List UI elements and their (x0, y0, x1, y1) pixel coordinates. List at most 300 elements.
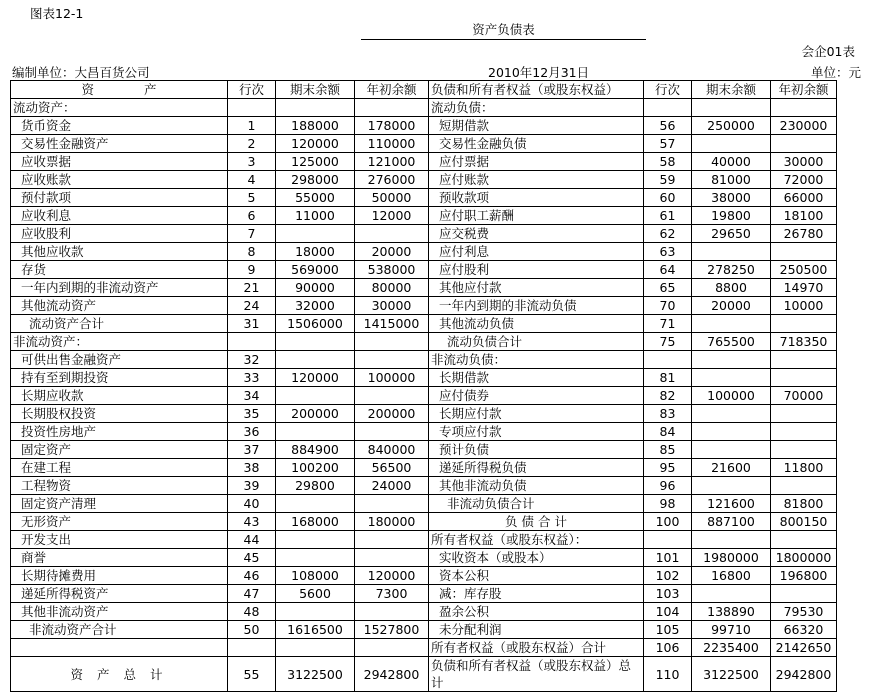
liability-beginning-balance: 14970 (771, 279, 837, 297)
total-liabilities-equity-beginning: 2942800 (771, 657, 837, 692)
liability-line-no: 65 (644, 279, 692, 297)
liability-ending-balance (692, 477, 771, 495)
liability-ending-balance (692, 369, 771, 387)
table-row (11, 171, 837, 189)
asset-beginning-balance: 50000 (355, 189, 429, 207)
asset-line-no: 8 (228, 243, 276, 261)
asset-item: 应收股利 (11, 225, 228, 243)
liability-line-no: 82 (644, 387, 692, 405)
total-liabilities-equity-label: 负债和所有者权益（或股东权益）总计 (429, 657, 644, 692)
liability-item: 非流动负债合计 (429, 495, 644, 513)
liability-item: 交易性金融负债 (429, 135, 644, 153)
asset-line-no: 5 (228, 189, 276, 207)
liability-item: 应交税费 (429, 225, 644, 243)
asset-ending-balance: 29800 (276, 477, 355, 495)
table-body (11, 81, 837, 692)
asset-beginning-balance: 1527800 (355, 621, 429, 639)
liability-item: 应付票据 (429, 153, 644, 171)
asset-item: 长期应收款 (11, 387, 228, 405)
header-assets: 资 产 (11, 81, 228, 99)
liability-item: 短期借款 (429, 117, 644, 135)
liability-line-no: 96 (644, 477, 692, 495)
asset-item: 投资性房地产 (11, 423, 228, 441)
liability-item: 流动负债： (429, 99, 644, 117)
liability-beginning-balance (771, 315, 837, 333)
asset-line-no: 36 (228, 423, 276, 441)
asset-ending-balance (276, 351, 355, 369)
liability-line-no: 75 (644, 333, 692, 351)
liability-item: 应付利息 (429, 243, 644, 261)
form-number: 会企01表 (801, 44, 855, 59)
asset-beginning-balance: 30000 (355, 297, 429, 315)
table-row (11, 639, 837, 657)
table-row (11, 99, 837, 117)
asset-beginning-balance: 7300 (355, 585, 429, 603)
header-ending-balance: 期末余额 (276, 81, 355, 99)
asset-ending-balance: 5600 (276, 585, 355, 603)
table-row (11, 279, 837, 297)
liability-beginning-balance: 250500 (771, 261, 837, 279)
table-row (11, 117, 837, 135)
asset-item: 非流动资产： (11, 333, 228, 351)
asset-ending-balance: 168000 (276, 513, 355, 531)
asset-item: 应收票据 (11, 153, 228, 171)
header-beginning-balance: 年初余额 (355, 81, 429, 99)
asset-line-no: 31 (228, 315, 276, 333)
liability-line-no: 62 (644, 225, 692, 243)
liability-item: 应付债券 (429, 387, 644, 405)
asset-beginning-balance: 12000 (355, 207, 429, 225)
asset-line-no: 34 (228, 387, 276, 405)
liability-item: 盈余公积 (429, 603, 644, 621)
table-row (11, 441, 837, 459)
table-row (11, 225, 837, 243)
liability-line-no: 84 (644, 423, 692, 441)
asset-beginning-balance: 840000 (355, 441, 429, 459)
liability-item: 资本公积 (429, 567, 644, 585)
liability-line-no: 95 (644, 459, 692, 477)
asset-beginning-balance: 121000 (355, 153, 429, 171)
asset-beginning-balance (355, 495, 429, 513)
liability-ending-balance: 21600 (692, 459, 771, 477)
asset-line-no: 2 (228, 135, 276, 153)
asset-beginning-balance (355, 99, 429, 117)
liability-line-no (644, 351, 692, 369)
liability-ending-balance: 20000 (692, 297, 771, 315)
asset-beginning-balance (355, 333, 429, 351)
header-ending-balance: 期末余额 (692, 81, 771, 99)
liability-item: 非流动负债： (429, 351, 644, 369)
liability-beginning-balance (771, 99, 837, 117)
asset-line-no: 3 (228, 153, 276, 171)
liability-beginning-balance: 66320 (771, 621, 837, 639)
liability-line-no: 103 (644, 585, 692, 603)
liability-line-no: 70 (644, 297, 692, 315)
liability-beginning-balance (771, 585, 837, 603)
asset-ending-balance (276, 603, 355, 621)
liability-item: 所有者权益（或股东权益）合计 (429, 639, 644, 657)
liability-beginning-balance: 800150 (771, 513, 837, 531)
liability-ending-balance: 40000 (692, 153, 771, 171)
table-row (11, 405, 837, 423)
asset-item: 递延所得税资产 (11, 585, 228, 603)
liability-ending-balance: 887100 (692, 513, 771, 531)
grand-total-row (11, 657, 837, 692)
report-date: 2010年12月31日 (488, 65, 590, 80)
liability-ending-balance: 16800 (692, 567, 771, 585)
table-row (11, 351, 837, 369)
asset-line-no: 35 (228, 405, 276, 423)
liability-item: 负 债 合 计 (429, 513, 644, 531)
table-row (11, 207, 837, 225)
asset-line-no (228, 639, 276, 657)
table-row (11, 423, 837, 441)
asset-line-no: 1 (228, 117, 276, 135)
asset-item: 可供出售金融资产 (11, 351, 228, 369)
balance-sheet-table (10, 80, 837, 692)
figure-label: 图表12-1 (30, 6, 84, 21)
asset-ending-balance: 100200 (276, 459, 355, 477)
asset-item: 无形资产 (11, 513, 228, 531)
asset-ending-balance: 125000 (276, 153, 355, 171)
asset-item: 固定资产清理 (11, 495, 228, 513)
table-row (11, 513, 837, 531)
liability-item: 其他非流动负债 (429, 477, 644, 495)
asset-line-no: 44 (228, 531, 276, 549)
asset-item: 长期股权投资 (11, 405, 228, 423)
liability-item: 专项应付款 (429, 423, 644, 441)
liability-ending-balance: 138890 (692, 603, 771, 621)
liability-beginning-balance: 30000 (771, 153, 837, 171)
asset-ending-balance: 32000 (276, 297, 355, 315)
liability-beginning-balance (771, 423, 837, 441)
liability-line-no: 105 (644, 621, 692, 639)
asset-line-no: 9 (228, 261, 276, 279)
asset-beginning-balance (355, 423, 429, 441)
table-row (11, 459, 837, 477)
asset-item: 一年内到期的非流动资产 (11, 279, 228, 297)
liability-ending-balance: 29650 (692, 225, 771, 243)
liability-item: 预收款项 (429, 189, 644, 207)
header-liabilities-equity: 负债和所有者权益（或股东权益） (429, 81, 644, 99)
asset-ending-balance: 298000 (276, 171, 355, 189)
header-line-no: 行次 (228, 81, 276, 99)
liability-line-no: 81 (644, 369, 692, 387)
liability-line-no: 106 (644, 639, 692, 657)
liability-item: 流动负债合计 (429, 333, 644, 351)
asset-line-no (228, 99, 276, 117)
liability-beginning-balance: 79530 (771, 603, 837, 621)
asset-beginning-balance: 120000 (355, 567, 429, 585)
liability-ending-balance (692, 243, 771, 261)
table-row (11, 495, 837, 513)
liability-line-no: 100 (644, 513, 692, 531)
asset-beginning-balance: 24000 (355, 477, 429, 495)
total-liabilities-equity-line-no: 110 (644, 657, 692, 692)
asset-item: 固定资产 (11, 441, 228, 459)
liability-beginning-balance: 10000 (771, 297, 837, 315)
liability-item: 一年内到期的非流动负债 (429, 297, 644, 315)
asset-line-no: 47 (228, 585, 276, 603)
asset-item: 交易性金融资产 (11, 135, 228, 153)
liability-beginning-balance: 18100 (771, 207, 837, 225)
asset-item (11, 639, 228, 657)
asset-item: 其他非流动资产 (11, 603, 228, 621)
liability-line-no: 85 (644, 441, 692, 459)
liability-item: 所有者权益（或股东权益）： (429, 531, 644, 549)
asset-ending-balance: 108000 (276, 567, 355, 585)
liability-item: 长期借款 (429, 369, 644, 387)
header-beginning-balance: 年初余额 (771, 81, 837, 99)
table-row (11, 369, 837, 387)
liability-ending-balance (692, 99, 771, 117)
liability-line-no: 56 (644, 117, 692, 135)
asset-item: 商誉 (11, 549, 228, 567)
liability-ending-balance: 99710 (692, 621, 771, 639)
liability-beginning-balance: 2142650 (771, 639, 837, 657)
asset-line-no: 6 (228, 207, 276, 225)
liability-ending-balance (692, 135, 771, 153)
liability-line-no: 102 (644, 567, 692, 585)
liability-beginning-balance: 11800 (771, 459, 837, 477)
table-row (11, 333, 837, 351)
asset-beginning-balance: 110000 (355, 135, 429, 153)
asset-line-no: 21 (228, 279, 276, 297)
asset-ending-balance (276, 387, 355, 405)
asset-item: 货币资金 (11, 117, 228, 135)
liability-item: 应付股利 (429, 261, 644, 279)
currency-unit: 单位：元 (810, 65, 861, 80)
asset-item: 长期待摊费用 (11, 567, 228, 585)
asset-line-no: 7 (228, 225, 276, 243)
asset-beginning-balance: 178000 (355, 117, 429, 135)
liability-beginning-balance: 196800 (771, 567, 837, 585)
asset-line-no: 37 (228, 441, 276, 459)
asset-line-no (228, 333, 276, 351)
liability-beginning-balance: 1800000 (771, 549, 837, 567)
total-assets-ending: 3122500 (276, 657, 355, 692)
asset-ending-balance (276, 423, 355, 441)
table-row (11, 387, 837, 405)
liability-beginning-balance (771, 531, 837, 549)
liability-ending-balance: 38000 (692, 189, 771, 207)
asset-beginning-balance: 80000 (355, 279, 429, 297)
table-row (11, 261, 837, 279)
table-row (11, 567, 837, 585)
liability-ending-balance: 121600 (692, 495, 771, 513)
liability-line-no: 64 (644, 261, 692, 279)
liability-ending-balance (692, 441, 771, 459)
liability-beginning-balance (771, 405, 837, 423)
liability-ending-balance: 278250 (692, 261, 771, 279)
report-title: 资产负债表 (361, 20, 646, 40)
asset-ending-balance (276, 333, 355, 351)
asset-ending-balance (276, 99, 355, 117)
liability-ending-balance: 8800 (692, 279, 771, 297)
header-row (11, 81, 837, 99)
asset-ending-balance: 569000 (276, 261, 355, 279)
table-row (11, 297, 837, 315)
liability-ending-balance (692, 423, 771, 441)
liability-line-no: 98 (644, 495, 692, 513)
asset-ending-balance: 884900 (276, 441, 355, 459)
table-row (11, 243, 837, 261)
total-liabilities-equity-ending: 3122500 (692, 657, 771, 692)
liability-beginning-balance: 26780 (771, 225, 837, 243)
asset-item: 持有至到期投资 (11, 369, 228, 387)
asset-ending-balance (276, 639, 355, 657)
asset-item: 工程物资 (11, 477, 228, 495)
liability-ending-balance (692, 405, 771, 423)
liability-ending-balance (692, 351, 771, 369)
liability-beginning-balance: 70000 (771, 387, 837, 405)
liability-beginning-balance (771, 369, 837, 387)
table-row (11, 621, 837, 639)
liability-item: 其他应付款 (429, 279, 644, 297)
table-row (11, 189, 837, 207)
liability-beginning-balance (771, 351, 837, 369)
asset-ending-balance: 188000 (276, 117, 355, 135)
liability-item: 未分配利润 (429, 621, 644, 639)
liability-item: 预计负债 (429, 441, 644, 459)
liability-line-no: 57 (644, 135, 692, 153)
asset-item: 预付款项 (11, 189, 228, 207)
liability-ending-balance (692, 315, 771, 333)
asset-beginning-balance: 56500 (355, 459, 429, 477)
asset-beginning-balance (355, 549, 429, 567)
asset-beginning-balance: 1415000 (355, 315, 429, 333)
asset-line-no: 39 (228, 477, 276, 495)
asset-beginning-balance (355, 225, 429, 243)
liability-line-no: 63 (644, 243, 692, 261)
asset-item: 其他流动资产 (11, 297, 228, 315)
asset-beginning-balance: 100000 (355, 369, 429, 387)
asset-ending-balance (276, 549, 355, 567)
liability-line-no: 60 (644, 189, 692, 207)
liability-ending-balance (692, 531, 771, 549)
liability-line-no (644, 99, 692, 117)
liability-beginning-balance: 66000 (771, 189, 837, 207)
liability-ending-balance: 1980000 (692, 549, 771, 567)
liability-item: 递延所得税负债 (429, 459, 644, 477)
liability-ending-balance: 765500 (692, 333, 771, 351)
liability-line-no: 58 (644, 153, 692, 171)
liability-beginning-balance: 230000 (771, 117, 837, 135)
asset-line-no: 4 (228, 171, 276, 189)
liability-item: 应付职工薪酬 (429, 207, 644, 225)
preparing-unit: 编制单位：大昌百货公司 (12, 65, 150, 80)
asset-beginning-balance (355, 603, 429, 621)
liability-item: 长期应付款 (429, 405, 644, 423)
asset-item: 应收利息 (11, 207, 228, 225)
asset-ending-balance: 120000 (276, 135, 355, 153)
asset-beginning-balance: 276000 (355, 171, 429, 189)
liability-item: 减：库存股 (429, 585, 644, 603)
total-assets-line-no: 55 (228, 657, 276, 692)
liability-line-no: 104 (644, 603, 692, 621)
asset-line-no: 40 (228, 495, 276, 513)
liability-ending-balance: 81000 (692, 171, 771, 189)
asset-ending-balance (276, 531, 355, 549)
liability-beginning-balance (771, 135, 837, 153)
liability-item: 其他流动负债 (429, 315, 644, 333)
asset-line-no: 45 (228, 549, 276, 567)
asset-item: 流动资产合计 (11, 315, 228, 333)
asset-ending-balance: 200000 (276, 405, 355, 423)
asset-beginning-balance: 20000 (355, 243, 429, 261)
asset-line-no: 48 (228, 603, 276, 621)
liability-item: 应付账款 (429, 171, 644, 189)
asset-line-no: 32 (228, 351, 276, 369)
liability-beginning-balance: 72000 (771, 171, 837, 189)
liability-line-no (644, 531, 692, 549)
asset-item: 非流动资产合计 (11, 621, 228, 639)
asset-beginning-balance (355, 531, 429, 549)
total-assets-beginning: 2942800 (355, 657, 429, 692)
liability-ending-balance (692, 585, 771, 603)
asset-ending-balance: 120000 (276, 369, 355, 387)
table-row (11, 549, 837, 567)
table-row (11, 477, 837, 495)
liability-line-no: 71 (644, 315, 692, 333)
liability-beginning-balance: 718350 (771, 333, 837, 351)
asset-item: 在建工程 (11, 459, 228, 477)
asset-line-no: 24 (228, 297, 276, 315)
table-row (11, 315, 837, 333)
asset-line-no: 33 (228, 369, 276, 387)
liability-beginning-balance: 81800 (771, 495, 837, 513)
asset-beginning-balance: 200000 (355, 405, 429, 423)
liability-line-no: 61 (644, 207, 692, 225)
asset-ending-balance: 1616500 (276, 621, 355, 639)
asset-ending-balance: 18000 (276, 243, 355, 261)
liability-ending-balance: 2235400 (692, 639, 771, 657)
liability-ending-balance: 19800 (692, 207, 771, 225)
liability-line-no: 83 (644, 405, 692, 423)
asset-ending-balance: 11000 (276, 207, 355, 225)
table-row (11, 531, 837, 549)
asset-line-no: 38 (228, 459, 276, 477)
total-assets-label: 资 产 总 计 (11, 657, 228, 692)
table-row (11, 603, 837, 621)
liability-beginning-balance (771, 441, 837, 459)
liability-line-no: 101 (644, 549, 692, 567)
asset-ending-balance: 90000 (276, 279, 355, 297)
header-line-no: 行次 (644, 81, 692, 99)
asset-beginning-balance (355, 351, 429, 369)
asset-item: 存货 (11, 261, 228, 279)
liability-beginning-balance (771, 243, 837, 261)
table-row (11, 585, 837, 603)
asset-item: 其他应收款 (11, 243, 228, 261)
asset-ending-balance (276, 495, 355, 513)
asset-ending-balance: 1506000 (276, 315, 355, 333)
asset-ending-balance (276, 225, 355, 243)
asset-line-no: 43 (228, 513, 276, 531)
liability-item: 实收资本（或股本） (429, 549, 644, 567)
liability-ending-balance: 250000 (692, 117, 771, 135)
asset-beginning-balance: 538000 (355, 261, 429, 279)
asset-line-no: 50 (228, 621, 276, 639)
asset-item: 开发支出 (11, 531, 228, 549)
asset-beginning-balance: 180000 (355, 513, 429, 531)
asset-item: 流动资产： (11, 99, 228, 117)
liability-line-no: 59 (644, 171, 692, 189)
asset-item: 应收账款 (11, 171, 228, 189)
table-row (11, 135, 837, 153)
liability-ending-balance: 100000 (692, 387, 771, 405)
asset-line-no: 46 (228, 567, 276, 585)
